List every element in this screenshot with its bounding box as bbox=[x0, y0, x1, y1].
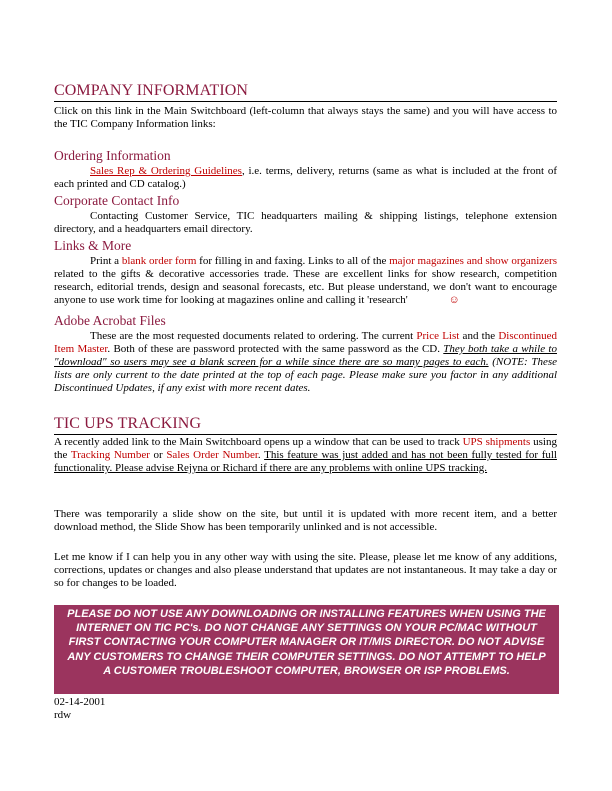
blank-order-form-link[interactable]: blank order form bbox=[121, 255, 197, 267]
links-pre: Print a bbox=[90, 255, 122, 267]
adobe-acrobat-heading: Adobe Acrobat Files bbox=[54, 313, 166, 328]
ups-mid2: or bbox=[149, 449, 167, 461]
ups-shipments-link[interactable]: UPS shipments bbox=[462, 436, 531, 448]
ups-warning: This feature was just added and has not been fully tested for full functionality. Please advise Rejyna or Richard if there are any problems with online UPS tracking. bbox=[54, 449, 557, 474]
ordering-paragraph bbox=[54, 165, 557, 191]
acrobat-paragraph bbox=[54, 330, 557, 395]
closing-text: Let me know if I can help you in any other way with using the site. Please, please let me know of any additions, corrections, updates or changes and also please understand that updates are not instantaneous. It may take a day or so for changes to be loaded. bbox=[54, 551, 557, 589]
magazines-show-organizers-link[interactable]: major magazines and show organizers bbox=[389, 255, 557, 267]
acrobat-mid2: . Both of these are password protected with the same password as the CD. bbox=[107, 343, 444, 355]
warning-banner-text: PLEASE DO NOT USE ANY DOWNLOADING OR INSTALLING FEATURES WHEN USING THE INTERNET ON TIC PC's. DO NOT CHANGE ANY SETTINGS ON YOUR PC/MAC WITHOUT FIRST CONTACTING YOUR COMPUTER MANAGER OR IT/MIS DIRECTOR. DO NOT ADVISE ANY CUSTOMERS TO CHANGE THEIR COMPUTER SETTINGS. DO NOT ATTEMPT TO HELP A CUSTOMER TROUBLESHOOT COMPUTER, BROWSER OR ISP PROBLEMS. bbox=[67, 608, 546, 677]
warning-banner bbox=[54, 605, 559, 694]
ordering-information-heading: Ordering Information bbox=[54, 148, 171, 163]
sales-rep-guidelines-link[interactable]: Sales Rep & Ordering Guidelines bbox=[90, 165, 242, 177]
slideshow-paragraph bbox=[54, 508, 557, 534]
acrobat-pre: These are the most requested documents related to ordering. The current bbox=[90, 330, 417, 342]
links-paragraph bbox=[54, 255, 557, 307]
acrobat-download-note: They both take a while to "download" so users may see a blank screen for a while since there are so many pages to each. bbox=[54, 343, 557, 368]
company-intro-text: Click on this link in the Main Switchboard (left-column that always stays the same) and you will have access to the TIC Company Information links: bbox=[54, 105, 557, 130]
author-initials: rdw bbox=[54, 709, 72, 721]
tracking-number-link[interactable]: Tracking Number bbox=[70, 449, 150, 461]
document-date: 02-14-2001 bbox=[54, 696, 106, 708]
links-text: related to the gifts & decorative accessories trade. These are excellent links for show research, competition research, editorial trends, design and seasonal forecasts, etc. But please understand, we don't want to encourage anyone to use work time for looking at magazines online and calling it 'research' bbox=[54, 268, 557, 306]
sales-order-number-link[interactable]: Sales Order Number bbox=[166, 449, 258, 461]
acrobat-mid1: and the bbox=[459, 330, 499, 342]
acrobat-note: (NOTE: These lists are only current to the date printed at the top of each page. Please make sure you factor in any additional Discontinued Updates, if any exist with more recent dates. bbox=[54, 356, 557, 394]
slideshow-text: There was temporarily a slide show on the site, but until it is updated with more recent item, and a better download method, the Slide Show has been temporarily unlinked and is not accessible. bbox=[54, 508, 557, 533]
company-information-heading: COMPANY INFORMATION bbox=[54, 82, 557, 102]
ups-mid1: using the bbox=[54, 436, 557, 461]
ups-paragraph bbox=[54, 436, 557, 475]
closing-paragraph bbox=[54, 551, 557, 590]
company-intro bbox=[54, 105, 557, 131]
smiley-icon: ☺ bbox=[448, 294, 460, 306]
corporate-text: Contacting Customer Service, TIC headquarters mailing & shipping listings, telephone extension directory, and a headquarters email directory. bbox=[54, 210, 557, 235]
links-more-heading: Links & More bbox=[54, 238, 132, 253]
discontinued-item-master-link[interactable]: Discontinued Item Master bbox=[54, 330, 558, 355]
corporate-contact-heading: Corporate Contact Info bbox=[54, 193, 180, 208]
price-list-link[interactable]: Price List bbox=[416, 330, 460, 342]
corporate-paragraph bbox=[54, 210, 557, 236]
ups-tracking-heading: TIC UPS TRACKING bbox=[54, 415, 557, 435]
ups-mid3: . bbox=[257, 449, 265, 461]
ups-pre: A recently added link to the Main Switchboard opens up a window that can be used to track bbox=[54, 436, 463, 448]
links-mid: for filling in and faxing. Links to all of the bbox=[196, 255, 390, 267]
ordering-text: , i.e. terms, delivery, returns (same as what is included at the front of each printed and CD catalog.) bbox=[54, 165, 557, 190]
